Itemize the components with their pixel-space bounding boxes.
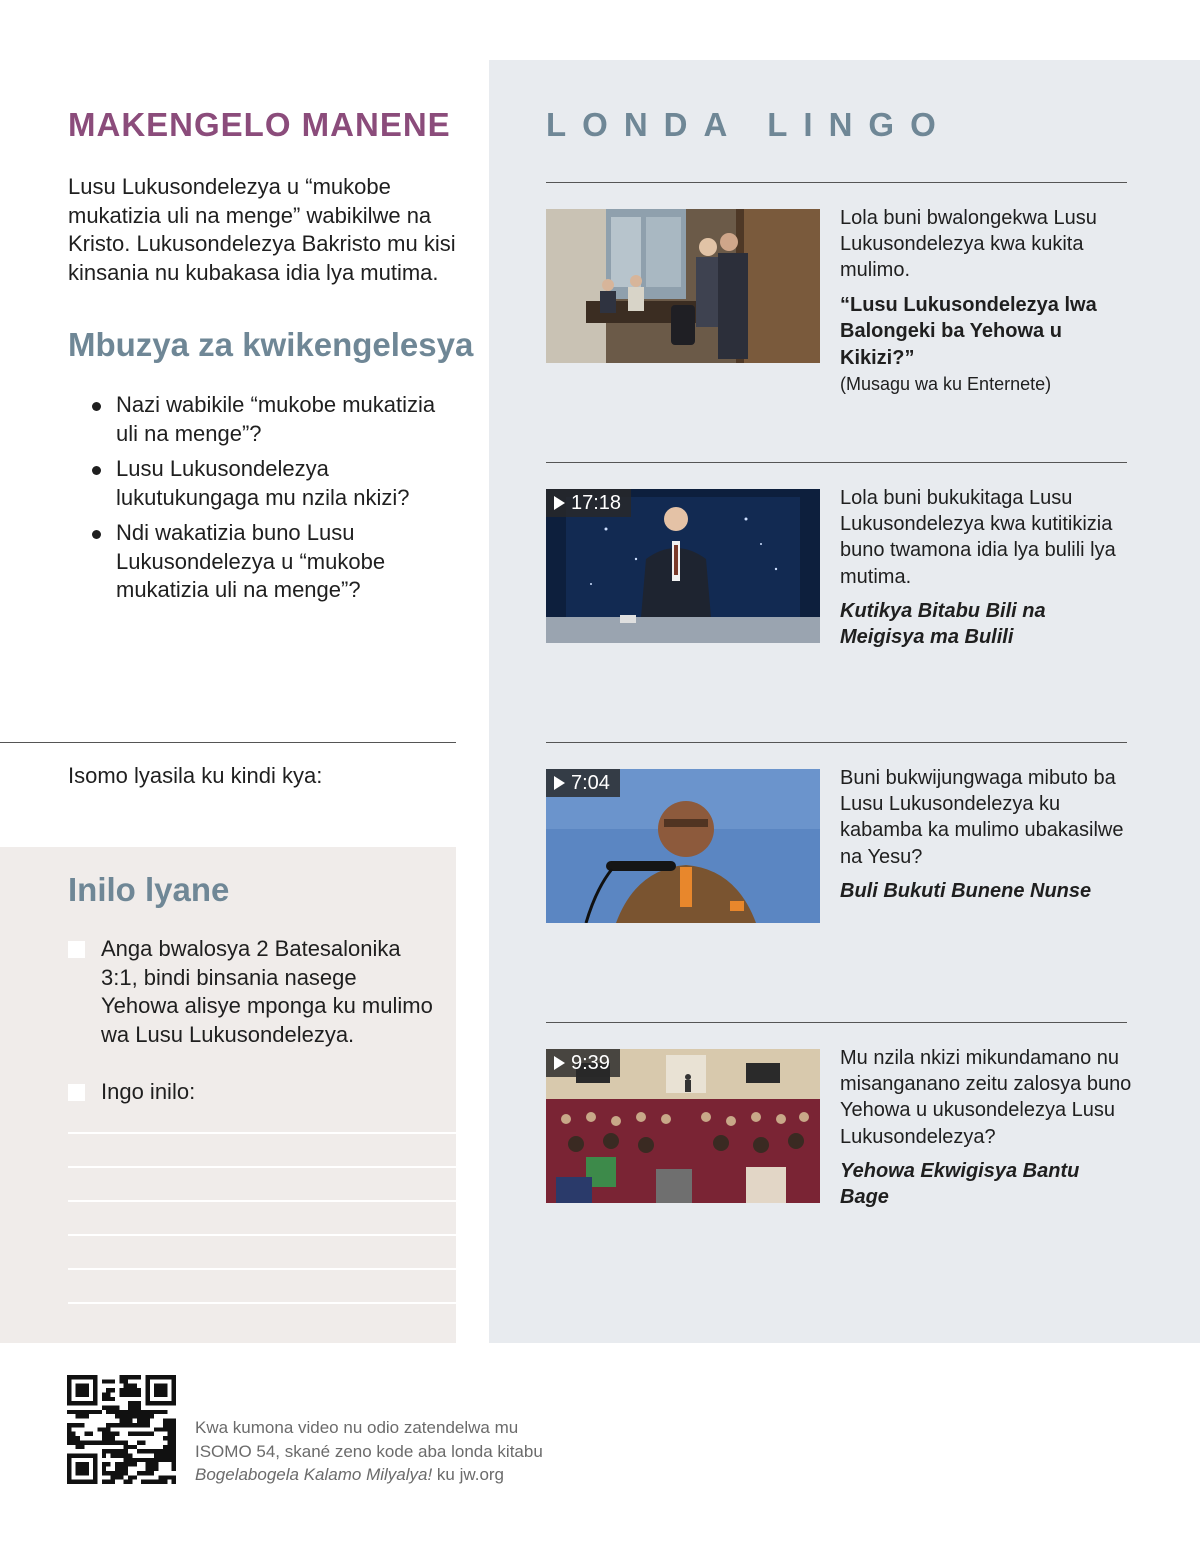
item-source: (Musagu wa ku Enternete) (840, 374, 1052, 395)
play-icon (554, 776, 565, 790)
play-icon (554, 1056, 565, 1070)
footer-line-1: Kwa kumona video nu odio zatendelwa mu (195, 1418, 519, 1437)
question-text: Lusu Lukusondelezya lukutukungaga mu nzila nkizi? (116, 456, 410, 510)
item-description: Buni bukwijungwaga mibuto ba Lusu Lukusondelezya ku kabamba ka mulimo ubakasilwe na Yesu? (840, 767, 1124, 868)
item-description: Lola buni bwalongekwa Lusu Lukusondelezya kwa kukita mulimo. (840, 207, 1097, 282)
checkbox[interactable] (68, 1084, 85, 1101)
key-points-text: Lusu Lukusondelezya u “mukobe mukatizia uli na menge” wabikilwe na Kristo. Lukusondelezya Bakristo mu kisi kinsania nu kubakasa idia lya mutima. (68, 174, 456, 285)
goal-title: Inilo lyane (68, 871, 230, 908)
question-text: Nazi wabikile “mukobe mukatizia uli na menge”? (116, 392, 436, 446)
question-text: Ndi wakatizia buno Lusu Lukusondelezya u “mukobe mukatizia uli na menge”? (116, 520, 386, 602)
list-item (90, 519, 460, 605)
explore-title: LONDA LINGO (546, 106, 952, 143)
divider (0, 742, 456, 743)
video-duration-badge: 17:18 (546, 489, 631, 517)
item-reference[interactable]: Yehowa Ekwigisya Bantu Bage (840, 1159, 1080, 1209)
key-points-section (68, 105, 458, 287)
divider (546, 742, 1127, 743)
goal-text: Anga bwalosya 2 Batesalonika 3:1, bindi binsania nasege Yehowa alisye mponga ku mulimo wa Lusu Lukusondelezya. (101, 936, 433, 1047)
footer-line-2: ISOMO 54, skané zeno kode aba londa kitabu (195, 1441, 543, 1461)
item-reference[interactable]: Buli Bukuti Bunene Nunse (840, 879, 1092, 902)
item-reference[interactable]: “Lusu Lukusondelezya lwa Balongeki ba Yehowa u Kikizi?” (840, 293, 1097, 369)
qr-code-icon[interactable] (67, 1375, 176, 1484)
divider (546, 462, 1127, 463)
bullet-icon (92, 402, 101, 411)
footer-note (195, 1416, 615, 1487)
meeting-photo[interactable] (546, 209, 820, 363)
video-duration-badge: 7:04 (546, 769, 620, 797)
questions-title: Mbuzya za kwikengelesya (68, 326, 474, 363)
footer-line-3 (195, 1463, 615, 1487)
book-title[interactable]: Bogelabogela Kalamo Milyalya! (195, 1465, 433, 1484)
video-thumbnail[interactable] (546, 489, 820, 643)
questions-list (90, 391, 460, 612)
goal-other-label: Ingo inilo: (101, 1079, 196, 1104)
bullet-icon (92, 530, 101, 539)
divider (546, 182, 1127, 183)
item-description: Mu nzila nkizi mikundamano nu misanganano zeitu zalosya buno Yehowa u ukusondelezya Lusu Lukusondelezya? (840, 1047, 1132, 1148)
footer-line-tail: ku jw.org (432, 1465, 505, 1484)
item-description: Lola buni bukukitaga Lusu Lukusondelezya kwa kutitikizia buno twamona idia lya bulili lya mutima. (840, 487, 1116, 588)
list-item (90, 455, 460, 512)
explore-item-1 (840, 205, 1132, 397)
play-icon (554, 496, 565, 510)
list-item (90, 391, 460, 448)
bullet-icon (92, 466, 101, 475)
key-points-title: MAKENGELO MANENE (68, 106, 451, 143)
explore-item-3 (840, 765, 1132, 904)
related-lesson-label: Isomo lyasila ku kindi kya: (68, 763, 323, 788)
explore-item-2 (840, 485, 1132, 651)
checkbox[interactable] (68, 941, 85, 958)
explore-item-4 (840, 1045, 1132, 1211)
writing-lines[interactable] (68, 1132, 456, 1336)
goal-checkbox-item-other[interactable] (68, 1078, 438, 1107)
video-duration-badge: 9:39 (546, 1049, 620, 1077)
video-thumbnail[interactable] (546, 1049, 820, 1203)
divider (546, 1022, 1127, 1023)
goal-checkbox-item[interactable] (68, 935, 438, 1049)
video-thumbnail[interactable] (546, 769, 820, 923)
item-reference[interactable]: Kutikya Bitabu Bili na Meigisya ma Bulili (840, 599, 1046, 649)
